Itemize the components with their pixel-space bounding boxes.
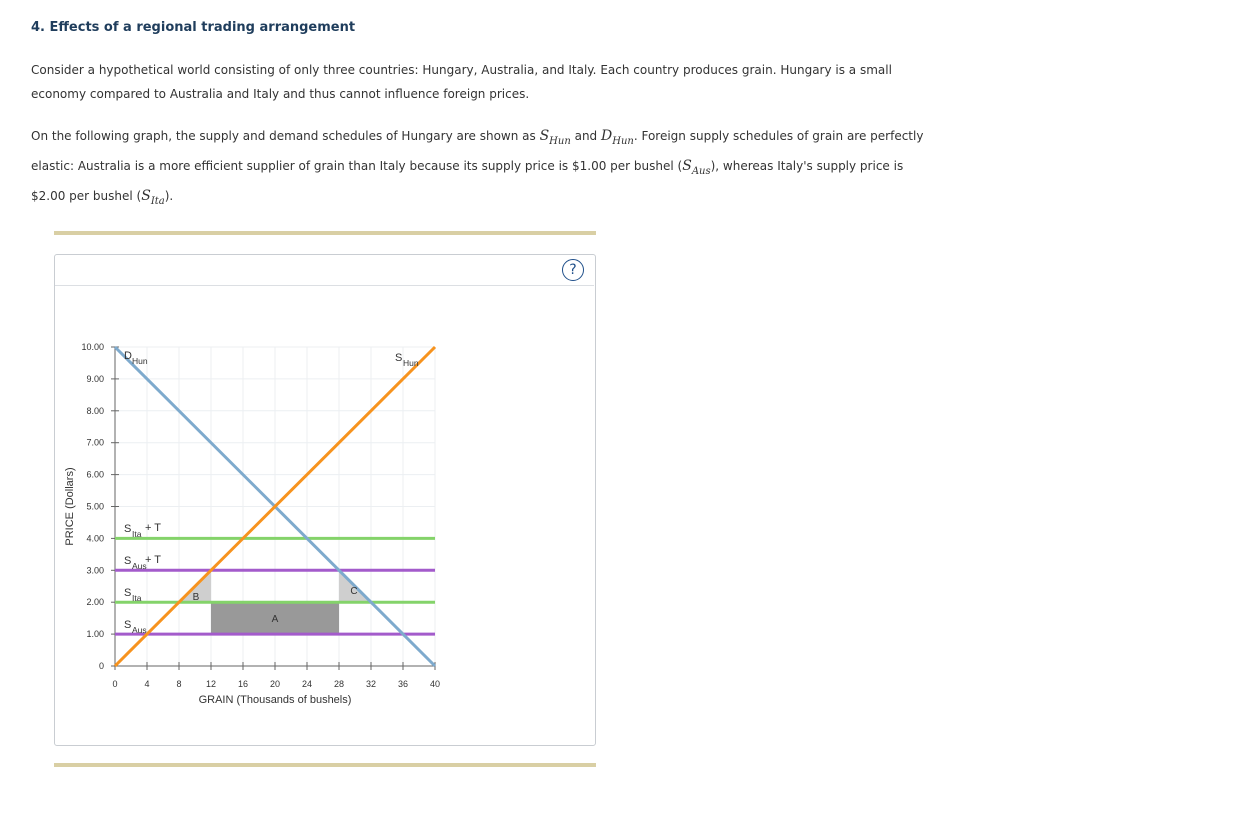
y-tick-label: 3.00 bbox=[86, 565, 104, 576]
label-s-aus-t-sub: Aus bbox=[132, 561, 147, 571]
label-s-hun-sub: Hun bbox=[403, 358, 419, 368]
label-s-aus-t-suffix: + T bbox=[145, 554, 162, 566]
text-segment: On the following graph, the supply and demand schedules of Hungary are shown as bbox=[31, 129, 540, 143]
text-segment: and bbox=[570, 129, 601, 143]
s-hun-symbol: $S_{Hun}$ bbox=[539, 128, 571, 147]
label-s-aus-t-main: S bbox=[124, 555, 132, 567]
text-segment: elastic: Australia is a more efficient supplier of grain than Italy because its supply price is $1.00 per bushel ( bbox=[31, 158, 683, 173]
label-s-ita-t-suffix: + T bbox=[145, 522, 162, 534]
text-segment: . Foreign supply schedules of grain are perfectly bbox=[633, 129, 924, 143]
y-tick-label: 1.00 bbox=[86, 629, 104, 640]
bottom-divider-rule bbox=[54, 763, 596, 767]
help-button[interactable]: ? bbox=[562, 259, 584, 281]
d-hun-symbol: $D_{Hun}$ bbox=[601, 128, 634, 147]
intro-line-1: Consider a hypothetical world consisting of only three countries: Hungary, Australia, and Italy. Each country produces grain. Hungary is a small bbox=[31, 63, 892, 77]
x-tick-label: 12 bbox=[205, 679, 217, 689]
y-tick-label: 5.00 bbox=[86, 501, 104, 512]
question-title: 4. Effects of a regional trading arrangement bbox=[31, 20, 356, 35]
label-s-ita-t-main: S bbox=[124, 523, 132, 535]
label-s-aus-sub: Aus bbox=[132, 625, 147, 635]
y-tick-label: 4.00 bbox=[86, 533, 104, 544]
y-tick-label: 8.00 bbox=[86, 405, 104, 416]
label-d-hun-sub: Hun bbox=[132, 356, 148, 366]
y-tick-label: 9.00 bbox=[86, 373, 104, 384]
x-tick-label: 0 bbox=[112, 679, 118, 689]
y-tick-label: 2.00 bbox=[86, 597, 104, 608]
y-tick-label: 7.00 bbox=[86, 437, 104, 448]
label-s-ita-main: S bbox=[124, 587, 132, 599]
intro-line-2: economy compared to Australia and Italy and thus cannot influence foreign prices. bbox=[31, 87, 530, 101]
x-axis-title: GRAIN (Thousands of bushels) bbox=[198, 694, 352, 706]
s-ita-symbol: $S_{Ita}$ bbox=[141, 187, 165, 207]
x-tick-label: 8 bbox=[176, 679, 182, 689]
s-aus-symbol: $S_{Aus}$ bbox=[682, 157, 711, 177]
x-tick-label: 16 bbox=[237, 679, 249, 689]
x-tick-label: 4 bbox=[144, 679, 150, 689]
x-tick-label: 28 bbox=[333, 679, 345, 689]
x-tick-label: 36 bbox=[397, 679, 409, 689]
x-tick-label: 20 bbox=[269, 679, 281, 689]
x-tick-label: 40 bbox=[429, 679, 441, 689]
text-segment: ), whereas Italy's supply price is bbox=[710, 158, 904, 173]
text-segment: ). bbox=[164, 188, 174, 203]
y-tick-label: 10.00 bbox=[81, 342, 104, 352]
y-tick-label: 6.00 bbox=[86, 469, 104, 480]
x-tick-label: 32 bbox=[365, 679, 377, 689]
label-d-hun-main: D bbox=[124, 350, 132, 362]
label-s-ita-sub: Ita bbox=[132, 593, 142, 603]
y-tick-label: 0 bbox=[98, 661, 104, 671]
area-label-a: A bbox=[271, 614, 279, 625]
area-label-b: B bbox=[192, 592, 200, 603]
label-s-hun-main: S bbox=[395, 352, 403, 364]
area-label-c: C bbox=[350, 586, 358, 597]
label-s-aus-main: S bbox=[124, 619, 132, 631]
x-tick-label: 24 bbox=[301, 679, 313, 689]
y-axis-title: PRICE (Dollars) bbox=[64, 467, 76, 546]
label-s-ita-t-sub: Ita bbox=[132, 529, 142, 539]
text-segment: $2.00 per bushel ( bbox=[31, 188, 142, 203]
